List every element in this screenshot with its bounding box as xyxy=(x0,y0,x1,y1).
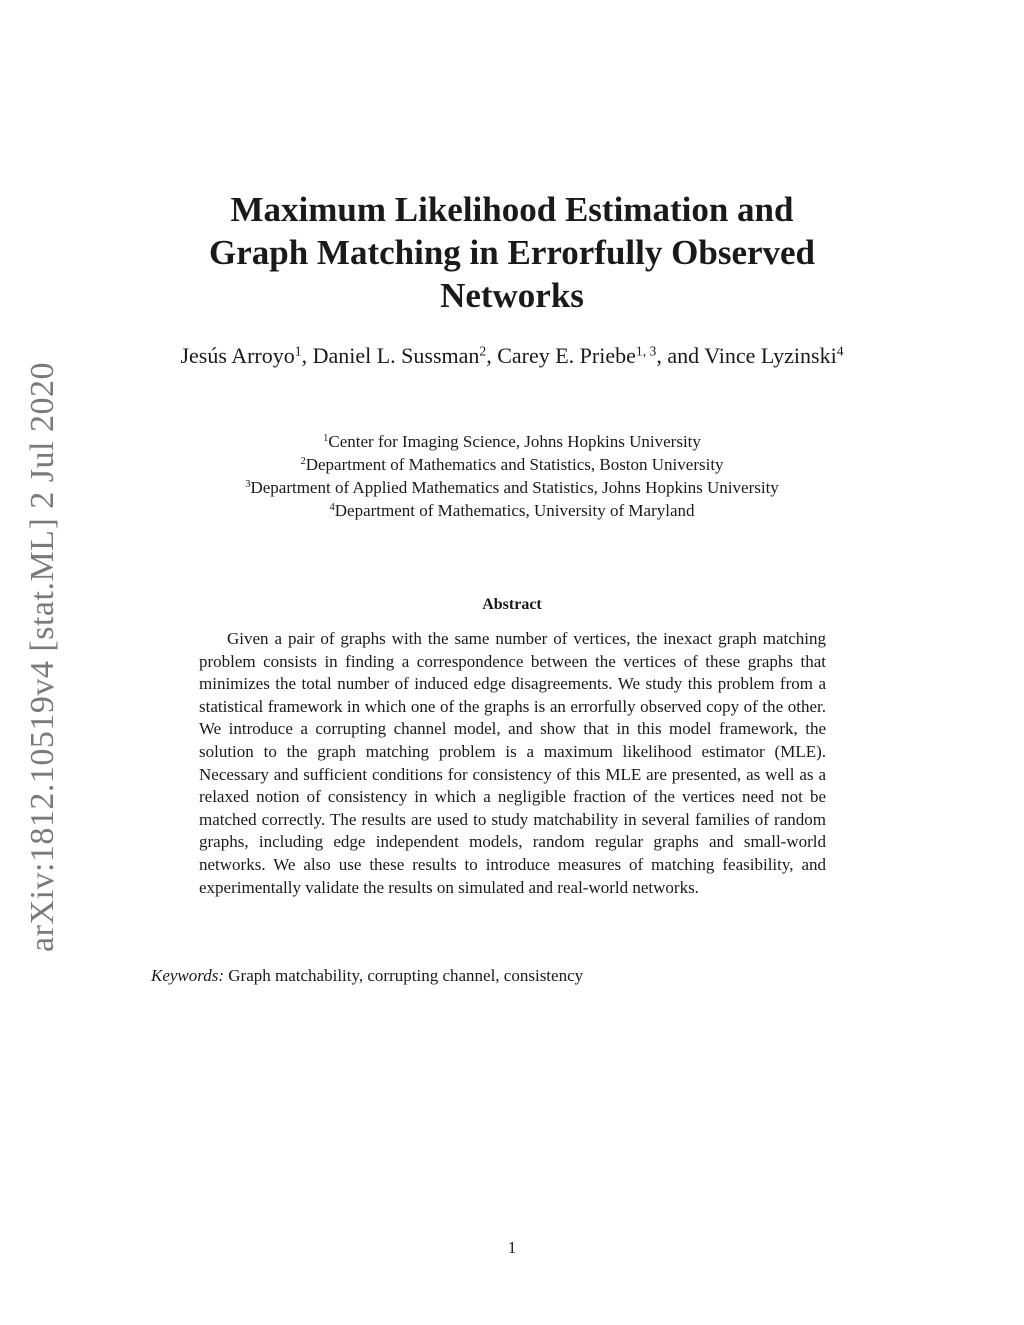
affiliation-text: Department of Applied Mathematics and Statistics, Johns Hopkins University xyxy=(250,478,779,497)
title-line-2: Graph Matching in Errorfully Observed xyxy=(208,233,816,272)
affiliation-text: Center for Imaging Science, Johns Hopkins University xyxy=(328,432,701,451)
page-number: 1 xyxy=(507,1238,517,1257)
abstract-heading: Abstract xyxy=(482,596,542,613)
title-line-3: Networks xyxy=(440,276,584,315)
title-line-1: Maximum Likelihood Estimation and xyxy=(230,190,794,229)
author-affiliation-mark: 4 xyxy=(836,343,844,359)
author-separator: , xyxy=(486,343,498,368)
affiliation-text: Department of Mathematics and Statistics, Boston University xyxy=(305,455,724,474)
paper-title xyxy=(150,188,874,317)
keywords-label: Keywords: xyxy=(151,966,225,985)
abstract-text: Given a pair of graphs with the same number of vertices, the inexact graph matching problem consists in finding a correspondence between the vertices of these graphs that minimizes the total number of induced edge disagreements. We study this problem from a statistical framework in which one of the graphs is an errorfully observed copy of the other. We introduce a corrupting channel model, and show that in this model framework, the solution to the graph matching problem is a maximum likelihood estimator (MLE). Necessary and sufficient conditions for consistency of this MLE are presented, as well as a relaxed notion of consistency in which a negligible fraction of the vertices need not be matched correctly. The results are used to study matchability in several families of random graphs, including edge independent models, random regular graphs and small-world networks. We also use these results to introduce measures of matching feasibility, and experimentally validate the results on simulated and real-world networks. xyxy=(199,629,826,897)
affiliation xyxy=(150,499,874,522)
affiliation-list xyxy=(150,430,874,522)
affiliation-mark: 3 xyxy=(245,479,251,491)
affiliation xyxy=(150,453,874,476)
affiliation-mark: 2 xyxy=(300,456,306,468)
keywords-line xyxy=(151,966,875,986)
author-separator: , and xyxy=(656,343,705,368)
keywords-text: Graph matchability, corrupting channel, consistency xyxy=(228,966,584,985)
affiliation-text: Department of Mathematics, University of Maryland xyxy=(334,501,695,520)
author-affiliation-mark: 2 xyxy=(479,343,487,359)
author-separator: , xyxy=(301,343,313,368)
affiliation-mark: 1 xyxy=(323,433,329,445)
author-affiliation-mark: 1, 3 xyxy=(635,343,657,359)
author-name: Vince Lyzinski xyxy=(704,343,837,368)
author-name: Carey E. Priebe xyxy=(497,343,636,368)
author-affiliation-mark: 1 xyxy=(294,343,302,359)
affiliation xyxy=(150,430,874,453)
arxiv-side-stamp: arXiv:1812.10519v4 [stat.ML] 2 Jul 2020 xyxy=(24,362,61,952)
author-list xyxy=(150,340,874,371)
author-name: Jesús Arroyo xyxy=(180,343,295,368)
author-name: Daniel L. Sussman xyxy=(312,343,480,368)
affiliation xyxy=(150,476,874,499)
affiliation-mark: 4 xyxy=(329,502,335,514)
